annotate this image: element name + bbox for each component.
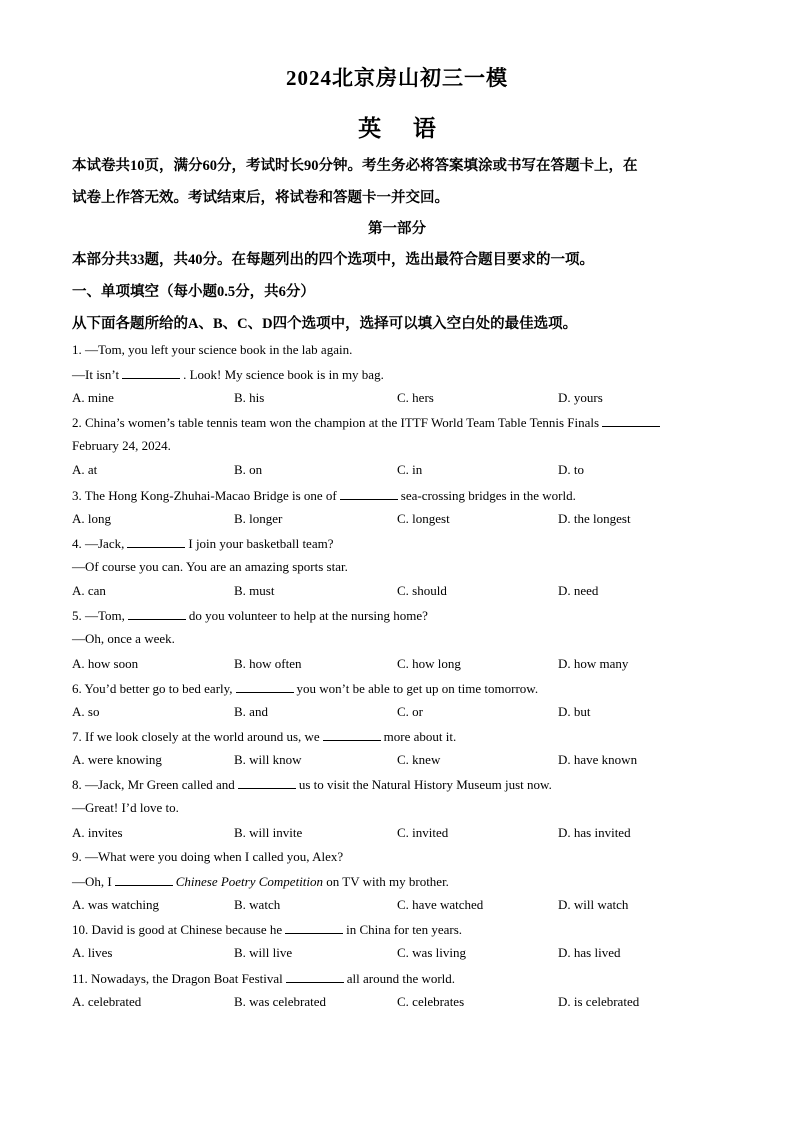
question-6-option-b: B. and <box>234 704 268 719</box>
part-title: 第一部分 <box>368 221 426 237</box>
question-8-option-c: C. invited <box>397 825 449 840</box>
q3-text-a: 3. The Hong Kong-Zhuhai-Macao Bridge is one of <box>72 488 337 503</box>
question-1-line-1: 1. —Tom, you left your science book in the lab again. <box>72 342 353 357</box>
answer-blank <box>286 970 344 983</box>
page-title: 2024北京房山初三一模 <box>286 66 508 90</box>
question-3-line-1 <box>72 487 576 504</box>
question-3-option-b: B. longer <box>234 511 283 526</box>
question-8-line-2: —Great! I’d love to. <box>72 800 179 815</box>
instructions-line-2: 试卷上作答无效。考试结束后，将试卷和答题卡一并交回。 <box>72 190 449 206</box>
q5-text-a: 5. —Tom, <box>72 608 125 623</box>
question-5-option-b: B. how often <box>234 656 302 671</box>
answer-blank <box>128 607 186 620</box>
answer-blank <box>340 487 398 500</box>
question-10-option-a: A. lives <box>72 945 113 960</box>
q4-text-a: 4. —Jack, <box>72 536 125 551</box>
question-9-option-d: D. will watch <box>558 897 629 912</box>
question-4-option-a: A. can <box>72 583 106 598</box>
question-7-option-a: A. were knowing <box>72 752 162 767</box>
question-8-line-1 <box>72 776 552 793</box>
q11-text-b: all around the world. <box>346 971 456 986</box>
q9-text-a: —Oh, I <box>72 874 112 889</box>
question-6-option-d: D. but <box>558 704 591 719</box>
answer-blank <box>127 535 185 548</box>
q6-text-a: 6. You’d better go to bed early, <box>72 681 233 696</box>
question-2-option-d: D. to <box>558 462 584 477</box>
question-11-option-d: D. is celebrated <box>558 994 640 1009</box>
q8-text-b: us to visit the Natural History Museum just now. <box>298 777 552 792</box>
question-1-option-b: B. his <box>234 390 265 405</box>
q7-text-a: 7. If we look closely at the world around us, we <box>72 729 320 744</box>
question-2-option-c: C. in <box>397 462 423 477</box>
q9-text-b: on TV with my brother. <box>326 874 449 889</box>
q3-text-b: sea-crossing bridges in the world. <box>400 488 576 503</box>
question-4-line-1 <box>72 535 333 552</box>
question-11-option-a: A. celebrated <box>72 994 142 1009</box>
q4-text-b: I join your basketball team? <box>188 536 334 551</box>
q1-text-b: . Look! My science book is in my bag. <box>183 367 384 382</box>
question-9-option-c: C. have watched <box>397 897 484 912</box>
question-10-option-c: C. was living <box>397 945 466 960</box>
question-3-option-c: C. longest <box>397 511 450 526</box>
answer-blank <box>285 921 343 934</box>
question-11-line-1 <box>72 970 455 987</box>
answer-blank <box>115 873 173 886</box>
question-5-option-c: C. how long <box>397 656 461 671</box>
question-4-option-b: B. must <box>234 583 275 598</box>
question-9-line-2 <box>72 873 449 890</box>
q11-text-a: 11. Nowadays, the Dragon Boat Festival <box>72 971 283 986</box>
part-description: 本部分共33题，共40分。在每题列出的四个选项中，选出最符合题目要求的一项。 <box>72 252 594 268</box>
section-heading: 一、单项填空（每小题0.5分，共6分） <box>72 284 315 300</box>
question-6-option-a: A. so <box>72 704 100 719</box>
question-9-line-1: 9. —What were you doing when I called you, Alex? <box>72 849 344 864</box>
instructions-line-1: 本试卷共10页，满分60分，考试时长90分钟。考生务必将答案填涂或书写在答题卡上，在 <box>72 158 638 174</box>
question-1-option-d: D. yours <box>558 390 603 405</box>
question-7-line-1 <box>72 728 456 745</box>
answer-blank <box>602 414 660 427</box>
question-10-option-d: D. has lived <box>558 945 621 960</box>
question-5-option-d: D. how many <box>558 656 629 671</box>
q2-text: 2. China’s women’s table tennis team won the champion at the ITTF World Team Table Tennis Finals <box>72 415 600 430</box>
answer-blank <box>238 776 296 789</box>
question-4-option-d: D. need <box>558 583 599 598</box>
question-2-line-2: February 24, 2024. <box>72 438 171 453</box>
q6-text-b: you won’t be able to get up on time tomorrow. <box>296 681 539 696</box>
q10-text-a: 10. David is good at Chinese because he <box>72 922 283 937</box>
question-8-option-d: D. has invited <box>558 825 631 840</box>
question-6-line-1 <box>72 680 538 697</box>
question-11-option-b: B. was celebrated <box>234 994 327 1009</box>
question-4-option-c: C. should <box>397 583 447 598</box>
question-2-line-1 <box>72 414 663 431</box>
question-1-option-c: C. hers <box>397 390 434 405</box>
q7-text-b: more about it. <box>383 729 457 744</box>
question-7-option-b: B. will know <box>234 752 302 767</box>
question-3-option-d: D. the longest <box>558 511 631 526</box>
question-2-option-b: B. on <box>234 462 263 477</box>
question-1-line-2 <box>72 366 384 383</box>
question-5-option-a: A. how soon <box>72 656 139 671</box>
q8-text-a: 8. —Jack, Mr Green called and <box>72 777 235 792</box>
question-7-option-d: D. have known <box>558 752 638 767</box>
q9-program-title: Chinese Poetry Competition <box>175 874 324 889</box>
question-8-option-b: B. will invite <box>234 825 303 840</box>
q1-text-a: —It isn’t <box>72 367 120 382</box>
question-10-option-b: B. will live <box>234 945 293 960</box>
question-5-line-1 <box>72 607 428 624</box>
section-instruction: 从下面各题所给的A、B、C、D四个选项中，选择可以填入空白处的最佳选项。 <box>72 316 578 332</box>
question-7-option-c: C. knew <box>397 752 441 767</box>
answer-blank <box>122 366 180 379</box>
question-9-option-a: A. was watching <box>72 897 160 912</box>
question-2-option-a: A. at <box>72 462 98 477</box>
question-5-line-2: —Oh, once a week. <box>72 631 175 646</box>
subject-title: 英 语 <box>358 116 436 141</box>
question-4-line-2: —Of course you can. You are an amazing sports star. <box>72 559 348 574</box>
q10-text-b: in China for ten years. <box>346 922 463 937</box>
answer-blank <box>323 728 381 741</box>
question-6-option-c: C. or <box>397 704 423 719</box>
answer-blank <box>236 680 294 693</box>
question-8-option-a: A. invites <box>72 825 123 840</box>
question-10-line-1 <box>72 921 462 938</box>
q5-text-b: do you volunteer to help at the nursing home? <box>188 608 428 623</box>
question-9-option-b: B. watch <box>234 897 281 912</box>
question-3-option-a: A. long <box>72 511 111 526</box>
question-1-option-a: A. mine <box>72 390 114 405</box>
question-11-option-c: C. celebrates <box>397 994 465 1009</box>
